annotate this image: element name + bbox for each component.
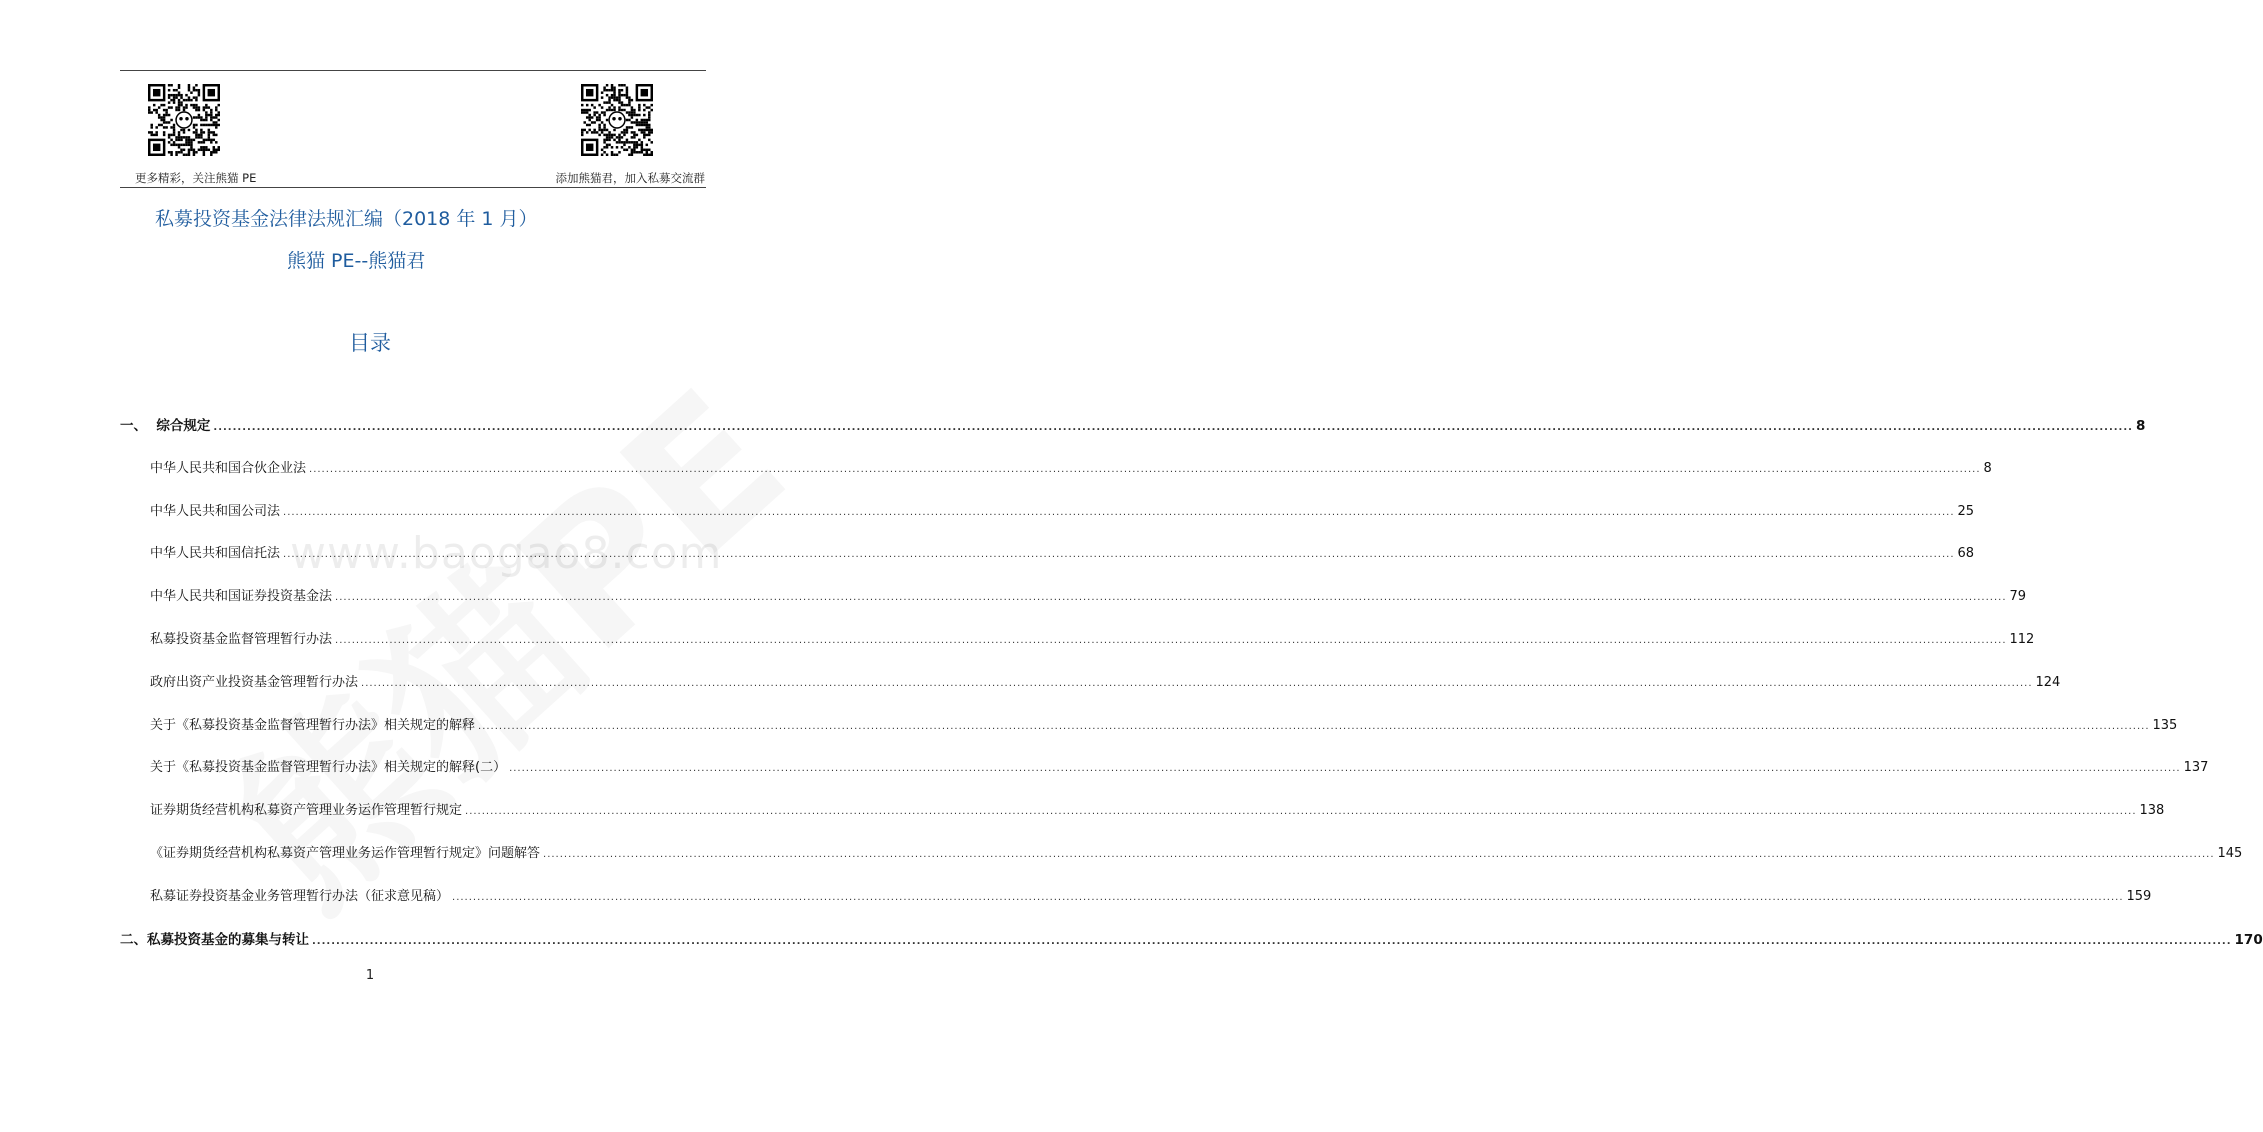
toc-entry-page: 135 [2152,717,2178,733]
qr-code-right [581,84,653,156]
toc-entry[interactable] [150,756,2209,776]
toc-entry-label: 中华人民共和国公司法 [150,503,281,519]
toc-leader-dots: ................................................................................................................................................................................................................................................................................................................................................................................................................ [465,806,2137,818]
header-top-rule [120,70,706,71]
toc-entry-page: 170 [2234,931,2263,948]
toc-entry-page: 137 [2183,760,2209,776]
toc-entry-label: 中华人民共和国信托法 [150,546,281,562]
toc-section-entry[interactable] [120,414,2146,434]
toc-leader-dots: ................................................................................................................................................................................................................................................................................................................................................................................................................ [361,677,2033,689]
watermark-url: www.baogao8.com [290,528,723,579]
toc-entry-label: 私募投资基金的募集与转让 [147,931,309,948]
toc-entry[interactable] [150,885,2152,904]
toc-leader-dots: ................................................................................................................................................................................................................................................................................................................................................................................................................ [335,592,2007,604]
toc-entry-label: 证券期货经营机构私募资产管理业务运作管理暂行规定 [150,803,463,819]
toc-heading: 目录 [349,331,391,355]
toc-entry-label: 中华人民共和国合伙企业法 [150,460,307,476]
toc-entry-page: 79 [2009,589,2027,605]
toc-leader-dots: ................................................................................................................................................................................................................................................................................................................................................................................................................ [283,549,1955,561]
toc-leader-dots: ................................................................................................................................................................................................................................................................................................................................................................................................................ [312,935,2232,947]
toc-leader-dots: ................................................................................................................................................................................................................................................................................................................................................................................................................ [283,506,1955,518]
toc-entry[interactable] [150,457,1992,476]
toc-entry[interactable] [150,628,2035,647]
page-number: 1 [365,968,375,983]
toc-entry-page: 159 [2126,888,2152,904]
toc-entry-page: 145 [2217,846,2243,861]
toc-entry[interactable] [150,500,1975,519]
toc-entry-label: 关于《私募投资基金监督管理暂行办法》相关规定的解释 [150,717,476,733]
toc-entry[interactable] [150,842,2243,861]
toc-entry[interactable] [150,585,2027,605]
toc-leader-dots: ................................................................................................................................................................................................................................................................................................................................................................................................................ [213,422,2133,433]
toc-entry-page: 25 [1957,503,1975,519]
toc-leader-dots: ................................................................................................................................................................................................................................................................................................................................................................................................................ [509,763,2181,775]
toc-entry-label: 私募投资基金监督管理暂行办法 [150,632,333,647]
toc-entry-page: 8 [1983,460,1992,476]
toc-entry-label: 政府出资产业投资基金管理暂行办法 [150,674,359,690]
toc-entry[interactable] [150,542,1975,562]
toc-leader-dots: ................................................................................................................................................................................................................................................................................................................................................................................................................ [309,463,1981,475]
header-right-caption: 添加熊猫君，加入私募交流群 [555,171,705,185]
toc-entry-label: 中华人民共和国证券投资基金法 [150,589,333,605]
toc-entry-page: 124 [2035,674,2061,690]
toc-entry-label: 综合规定 [156,418,211,434]
toc-entry-page: 138 [2139,803,2165,819]
toc-leader-dots: ................................................................................................................................................................................................................................................................................................................................................................................................................ [543,849,2215,860]
toc-entry-label: 《证券期货经营机构私募资产管理业务运作管理暂行规定》问题解答 [150,846,541,861]
document-subtitle: 熊猫 PE--熊猫君 [287,250,426,272]
toc-leader-dots: ................................................................................................................................................................................................................................................................................................................................................................................................................ [335,635,2007,646]
toc-entry[interactable] [150,714,2178,733]
toc-entry[interactable] [150,671,2061,690]
toc-entry-number: 二、 [120,931,147,948]
qr-code-left [148,84,220,156]
toc-entry-number: 一、 [120,418,157,434]
header-bottom-rule [120,187,706,188]
toc-leader-dots: ................................................................................................................................................................................................................................................................................................................................................................................................................ [478,720,2150,732]
toc-entry-page: 68 [1957,546,1975,562]
toc-entry-label: 关于《私募投资基金监督管理暂行办法》相关规定的解释(二） [150,760,507,776]
document-title: 私募投资基金法律法规汇编（2018 年 1 月） [155,208,538,230]
toc-entry-page: 112 [2009,632,2035,647]
header-left-caption: 更多精彩，关注熊猫 PE [135,171,257,185]
toc-entry-label: 私募证券投资基金业务管理暂行办法（征求意见稿） [150,888,450,904]
toc-entry-page: 8 [2135,418,2146,434]
toc-leader-dots: ................................................................................................................................................................................................................................................................................................................................................................................................................ [452,891,2124,903]
toc-section-entry[interactable] [120,928,2263,948]
toc-entry[interactable] [150,799,2165,819]
